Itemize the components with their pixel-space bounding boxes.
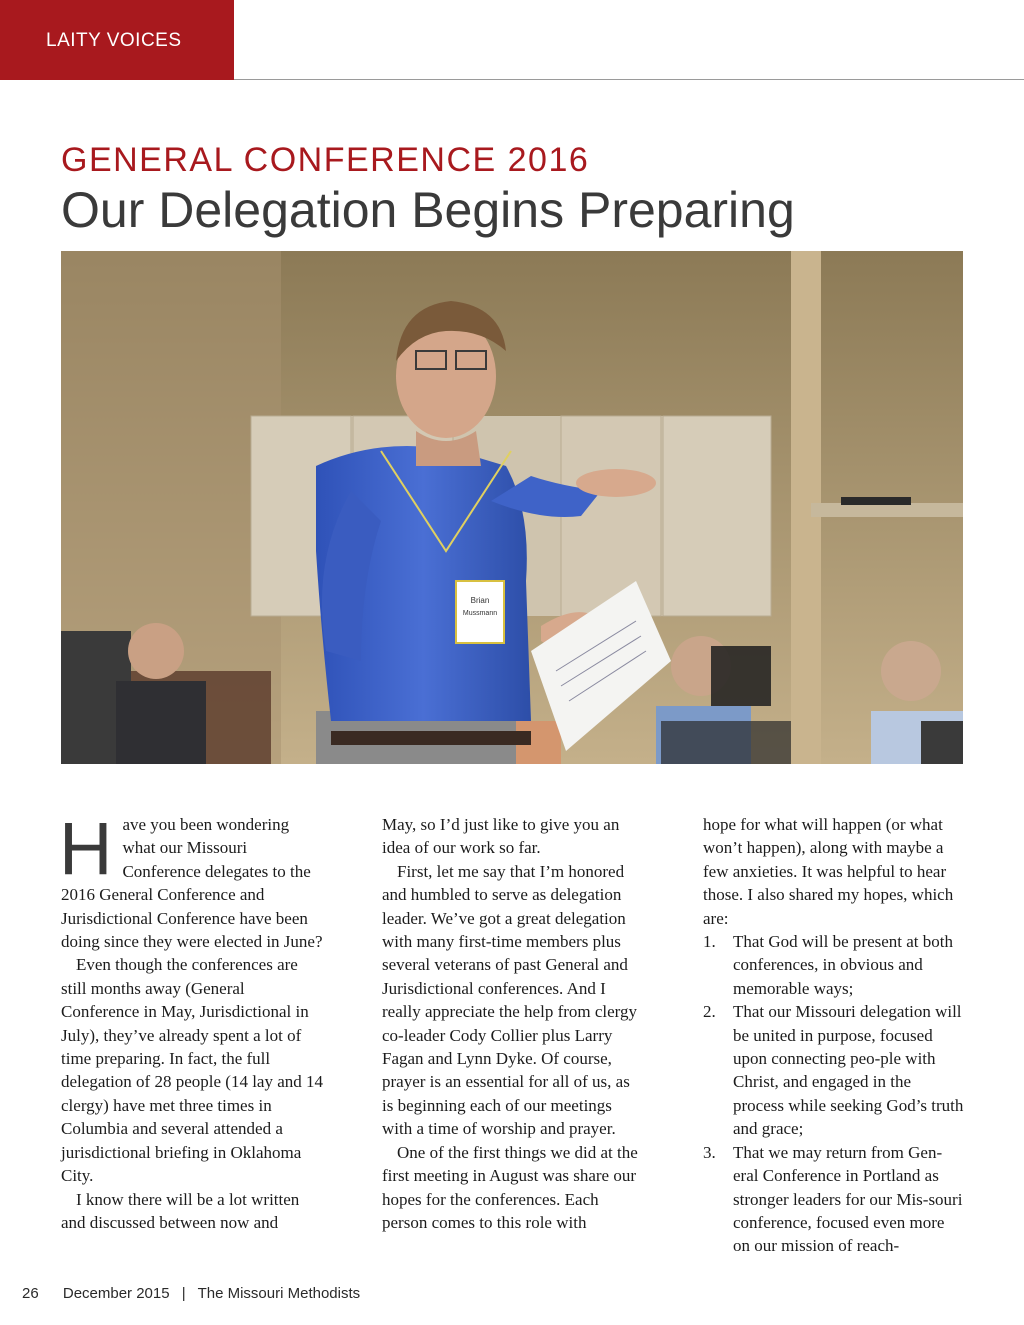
header-rule (234, 79, 1024, 80)
list-text: That God will be present at both conferences, in obvious and memorable ways; (733, 932, 954, 998)
publication-name: The Missouri Methodists (197, 1285, 361, 1302)
footer-separator: | (181, 1285, 186, 1302)
list-item (703, 1000, 965, 1140)
article-kicker: GENERAL CONFERENCE 2016 (61, 141, 590, 179)
list-number: 2. (703, 1002, 716, 1022)
photo-illustration (61, 251, 963, 764)
section-tab (0, 0, 234, 80)
badge-surname: Mussmann (462, 610, 498, 617)
article-column-1 (59, 807, 324, 1234)
paragraph: hope for what will happen (or what won’t happen), along with maybe a few anxieties. It was helpful to hear those. I also shared my hopes, which are: (703, 815, 954, 928)
paragraph: May, so I’d just like to give you an idea of our work so far. (382, 815, 620, 858)
page-number: 26 (22, 1285, 39, 1302)
article-column-3 (703, 813, 965, 1258)
paragraph: Even though the conferences are still months away (General Conference in May, Jurisdictional in July), they’ve already spent a lot of time preparing. In fact, the full delegation of 28 people (14 lay and 14 clergy) have met three times in Columbia and several attended a jurisdictional briefing in Oklahoma City. (61, 955, 324, 1186)
article-photo (61, 251, 963, 764)
article-headline: Our Delegation Begins Preparing (61, 182, 795, 238)
list-text: That we may return from Gen-eral Conference in Portland as stronger leaders for our Mis-souri conference, focused even more on our mission of reach- (733, 1142, 963, 1256)
list-number: 3. (703, 1142, 716, 1162)
issue-date: December 2015 (62, 1285, 170, 1302)
page-footer (22, 1285, 360, 1302)
paragraph: One of the first things we did at the first meeting in August was share our hopes for the conferences. Each person comes to this role with (382, 1142, 638, 1232)
paragraph: I know there will be a lot written and discussed between now and (61, 1189, 300, 1232)
list-number: 1. (703, 932, 716, 952)
paragraph: First, let me say that I’m honored and humbled to serve as delegation leader. We’ve got a great delegation with many first-time members plus several veterans of past General and Jurisdictional conferences. And I really appreciate the help from clergy co-leader Cody Collier plus Larry Fagan and Lynn Dyke. Of course, prayer is an essential for all of us, as is beginning each of our meetings with a time of worship and prayer. (382, 861, 638, 1139)
list-item (703, 930, 965, 1000)
section-label: LAITY VOICES (46, 30, 182, 51)
drop-cap: H (59, 807, 113, 890)
list-text: That our Missouri delegation will be united in purpose, focused upon connecting peo-ple with Christ, and engaged in the process while seeking God’s truth and grace; (733, 1002, 964, 1139)
badge-name: Brian (470, 596, 490, 605)
hopes-list (703, 930, 965, 1258)
paragraph-intro: ave you been wondering what our Missouri Conference delegates to the 2016 General Conference and Jurisdictional Conference have been doing since they were elected in June? (61, 815, 323, 952)
article-column-2 (382, 813, 644, 1234)
list-item (703, 1141, 965, 1258)
